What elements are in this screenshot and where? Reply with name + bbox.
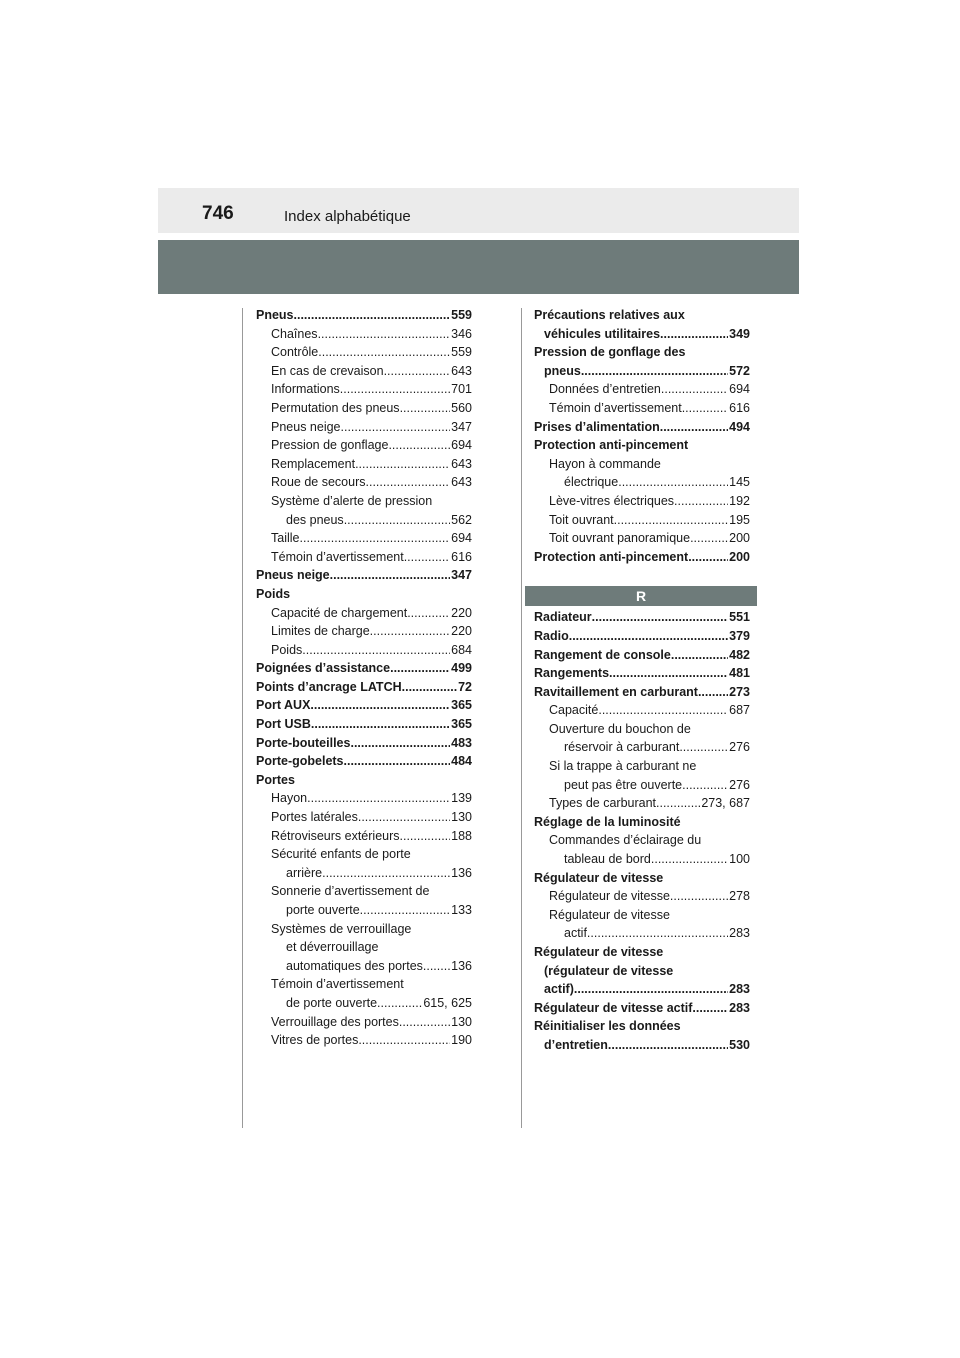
index-entry-text: Poids [256, 586, 291, 601]
index-entry [256, 604, 472, 623]
index-entry-label: de porte ouverte [286, 995, 378, 1010]
index-entry-text: Pression de gonflage des [534, 345, 686, 360]
index-entry-label: Chaînes [271, 326, 318, 341]
index-entry-text: Régulateur de vitesse [549, 907, 670, 922]
dot-leader [423, 957, 450, 976]
index-entry [534, 887, 750, 906]
index-entry-page: 616 [729, 400, 750, 415]
dot-leader [660, 418, 728, 437]
index-entry [534, 999, 750, 1018]
index-entry-page: 701 [451, 382, 472, 397]
index-entry-text: Si la trappe à carburant ne [549, 759, 697, 774]
index-entry [256, 436, 472, 455]
index-entry [534, 511, 750, 530]
index-entry [256, 678, 472, 697]
index-entry [534, 492, 750, 511]
index-entry-label: Témoin d’avertissement. [271, 549, 408, 564]
dot-leader [400, 827, 451, 846]
index-entry-label: pneus [544, 363, 581, 378]
index-entry-label: actif. [564, 926, 591, 941]
index-entry-page: 133 [451, 903, 472, 917]
index-entry-page: 379 [729, 628, 750, 643]
dot-leader [661, 380, 728, 399]
index-entry-page: 572 [729, 363, 750, 378]
index-entry-page: 483 [451, 735, 472, 750]
index-entry-page: 188 [451, 828, 472, 843]
index-entry-page: 615, 625 [423, 995, 472, 1010]
index-entry [534, 473, 750, 492]
dot-leader [350, 734, 450, 753]
dot-leader [344, 752, 451, 771]
page-title: Index alphabétique [284, 208, 411, 225]
index-entry-page: 347 [451, 419, 472, 434]
index-entry-page: 643 [451, 363, 472, 378]
index-entry-label: d’entretien. [544, 1037, 612, 1052]
index-entry [256, 715, 472, 734]
index-entry-label: peut pas être ouverte [564, 777, 683, 792]
index-entry [256, 789, 472, 808]
index-entry-label: Vitres de portes. [271, 1033, 362, 1048]
index-entry-page: 192 [729, 493, 750, 508]
index-entry-label: En cas de crevaison [271, 363, 384, 378]
index-column-right [534, 306, 750, 1055]
index-entry-page: 347 [451, 568, 472, 583]
index-entry [534, 325, 750, 344]
index-entry [534, 683, 750, 702]
dot-leader [671, 646, 728, 665]
index-column-left [256, 306, 472, 1050]
index-entry-label: Remplacement. [271, 456, 359, 471]
dot-leader [581, 362, 728, 381]
index-entry-label: Porte-bouteilles [256, 735, 351, 750]
index-entry-page: 499 [451, 661, 472, 676]
dot-leader [310, 696, 450, 715]
index-entry-label: Radio [534, 628, 569, 643]
dot-leader [344, 511, 450, 530]
index-entry [256, 399, 472, 418]
index-entry [534, 664, 750, 683]
index-entry [534, 529, 750, 548]
index-entry-text: Commandes d’éclairage du [549, 833, 702, 848]
index-entry-label: Contrôle [271, 345, 319, 360]
index-entry-label: Pneus neige [271, 419, 341, 434]
index-entry [256, 306, 472, 325]
index-entry-text: et déverrouillage [286, 940, 379, 955]
index-entry-page: 100 [729, 852, 750, 867]
index-entry-page: 139 [451, 791, 472, 806]
dot-leader [622, 473, 728, 492]
index-entry [256, 1013, 472, 1032]
index-entry-text: Réglage de la luminosité [534, 814, 681, 829]
index-entry [256, 957, 472, 976]
index-entry-page: 616 [451, 549, 472, 564]
index-entry-label: Prises d’alimentation [534, 419, 660, 434]
index-entry-label: Limites de charge [271, 624, 370, 639]
index-entry-text: Portes [256, 772, 295, 787]
index-entry [256, 325, 472, 344]
index-entry-label: électrique. [564, 475, 622, 490]
index-entry-text: Régulateur de vitesse [534, 870, 664, 885]
dot-leader [358, 808, 450, 827]
index-entry-label: Points d’ancrage LATCH [256, 679, 402, 694]
dot-leader [360, 901, 450, 920]
dot-leader [359, 455, 451, 474]
dot-leader [294, 306, 451, 325]
index-entry [534, 399, 750, 418]
index-entry-label: Pneus neige [256, 568, 330, 583]
index-entry-label: Rangement de console [534, 647, 671, 662]
dot-leader [590, 924, 728, 943]
index-entry-text: (régulateur de vitesse [544, 963, 674, 978]
dot-leader [407, 548, 450, 567]
index-entry [256, 362, 472, 381]
index-entry-page: 136 [451, 865, 472, 880]
index-entry-text: Témoin d’avertissement [271, 977, 404, 992]
column-rule-left [242, 308, 243, 1128]
index-entry-page: 283 [729, 982, 750, 997]
index-entry-label: tableau de bord [564, 852, 651, 867]
dot-leader [377, 994, 422, 1013]
dot-leader [569, 627, 728, 646]
index-entry-label: Capacité de chargement. [271, 605, 411, 620]
dot-leader [399, 1013, 450, 1032]
dot-leader [330, 566, 451, 585]
index-entry-page: 220 [451, 605, 472, 620]
index-entry-page: 643 [451, 475, 472, 490]
index-entry [534, 738, 750, 757]
dot-leader [651, 850, 728, 869]
index-entry [256, 752, 472, 771]
index-entry [534, 418, 750, 437]
index-entry-page: 72 [458, 679, 472, 694]
index-entry-label: réservoir à carburant [564, 740, 680, 755]
index-entry [534, 646, 750, 665]
index-entry-label: Port AUX [256, 698, 311, 713]
dot-leader [592, 608, 728, 627]
dot-leader [617, 511, 728, 530]
dot-leader [664, 325, 729, 344]
dot-leader [692, 999, 728, 1018]
index-entry [256, 622, 472, 641]
index-entry-text: Sécurité enfants de porte [271, 847, 411, 862]
index-entry-page: 200 [729, 549, 750, 564]
index-entry [256, 548, 472, 567]
index-entry-page: 273 [729, 684, 750, 699]
dot-leader [341, 418, 451, 437]
index-entry-label: Capacité [549, 703, 599, 718]
dot-leader [411, 604, 450, 623]
index-entry [534, 548, 750, 567]
index-entry [256, 696, 472, 715]
index-entry-page: 220 [451, 624, 472, 639]
index-entry-label: automatiques des portes [286, 958, 423, 973]
index-entry [256, 659, 472, 678]
dot-leader [682, 776, 728, 795]
index-entry-label: Poignées d’assistance [256, 661, 391, 676]
index-entry-label: Pression de gonflage [271, 438, 389, 453]
index-entry-label: Types de carburant. [549, 796, 660, 811]
index-entry-page: 559 [451, 308, 472, 322]
dot-leader [300, 529, 451, 548]
index-entry-page: 684 [451, 642, 472, 657]
dot-leader [318, 343, 450, 362]
dot-leader [574, 980, 728, 999]
dot-leader [322, 864, 450, 883]
index-entry-text: Sonnerie d’avertissement de [271, 884, 430, 899]
dot-leader [690, 529, 728, 548]
index-entry [534, 776, 750, 795]
index-entry-page: 694 [451, 531, 472, 546]
index-entry-label: Régulateur de vitesse actif [534, 1000, 693, 1015]
index-entry [534, 380, 750, 399]
index-entry-page: 283 [729, 926, 750, 941]
index-entry [256, 380, 472, 399]
index-entry-text: Réinitialiser les données [534, 1019, 681, 1034]
index-entry [534, 850, 750, 869]
index-entry-text: Systèmes de verrouillage [271, 921, 412, 936]
index-entry-label: Porte-gobelets [256, 754, 344, 769]
index-entry-text: Ouverture du bouchon de [549, 721, 691, 736]
index-entry [256, 734, 472, 753]
dot-leader [362, 1031, 450, 1050]
index-entry [256, 901, 472, 920]
index-entry-label: Informations [271, 382, 340, 397]
index-entry-label: Rétroviseurs extérieurs [271, 828, 400, 843]
header-bar [158, 188, 799, 233]
index-entry-text: Protection anti-pincement [534, 438, 689, 453]
dot-leader [611, 1036, 728, 1055]
index-entry-label: Poids [271, 642, 303, 657]
index-entry-page: 643 [451, 456, 472, 471]
index-entry-page: 482 [729, 647, 750, 662]
index-entry-label: actif) [544, 982, 574, 997]
index-entry-page: 130 [451, 1014, 472, 1029]
index-entry-label: Taille [271, 531, 300, 546]
dot-leader [659, 794, 700, 813]
index-entry-page: 494 [729, 419, 750, 434]
index-entry [256, 641, 472, 660]
index-entry-page: 136 [451, 958, 472, 973]
index-entry-label: porte ouverte [286, 903, 360, 917]
index-entry-label: Permutation des pneus [271, 400, 400, 415]
index-entry [534, 608, 750, 627]
dot-leader [311, 715, 450, 734]
dot-leader [679, 738, 728, 757]
index-entry-page: 273, 687 [701, 796, 750, 811]
index-entry-label: Toit ouvrant. [549, 512, 618, 527]
dot-leader [400, 399, 451, 418]
index-entry [256, 455, 472, 474]
index-entry [534, 362, 750, 381]
page-number: 746 [202, 203, 234, 224]
index-entry [256, 864, 472, 883]
index-entry [256, 343, 472, 362]
index-entry-page: 365 [451, 698, 472, 713]
index-entry [534, 924, 750, 943]
dot-leader [682, 399, 728, 418]
index-entry-page: 562 [451, 512, 472, 527]
index-entry-page: 346 [451, 326, 472, 341]
index-entry-page: 276 [729, 740, 750, 755]
dot-leader [388, 436, 450, 455]
dot-leader [609, 664, 728, 683]
dot-leader [390, 659, 450, 678]
index-entry-page: 551 [729, 610, 750, 625]
index-entry [256, 418, 472, 437]
index-entry-page: 560 [451, 400, 472, 415]
dot-leader [698, 683, 728, 702]
index-entry-label: véhicules utilitaires. [544, 326, 664, 341]
index-entry [534, 794, 750, 813]
index-entry-label: Portes latérales [271, 810, 358, 825]
index-entry-page: 130 [451, 810, 472, 825]
index-entry-text: Hayon à commande [549, 456, 661, 471]
dot-leader [598, 701, 728, 720]
index-entry [256, 994, 472, 1013]
index-entry-text: Système d’alerte de pression [271, 493, 433, 508]
index-entry-label: des pneus [286, 512, 344, 527]
index-entry-page: 349 [729, 326, 750, 341]
index-entry-label: Pneus [256, 308, 294, 322]
index-entry-label: Verrouillage des portes [271, 1014, 399, 1029]
index-entry [256, 566, 472, 585]
index-entry-label: Ravitaillement en carburant [534, 684, 698, 699]
index-entry-page: 530 [729, 1037, 750, 1052]
dot-leader [384, 362, 451, 381]
index-entry-page: 195 [729, 512, 750, 527]
index-entry [534, 980, 750, 999]
index-entry-page: 687 [729, 703, 750, 718]
index-entry-page: 200 [729, 531, 750, 546]
index-entry-text: Régulateur de vitesse [534, 945, 664, 959]
index-entry-page: 481 [729, 666, 750, 681]
index-entry-label: Témoin d’avertissement [549, 400, 682, 415]
index-entry-page: 694 [729, 382, 750, 397]
index-entry [534, 1036, 750, 1055]
index-entry [534, 627, 750, 646]
index-entry-label: arrière [286, 865, 323, 880]
header-band [158, 240, 799, 294]
dot-leader [307, 789, 450, 808]
dot-leader [678, 492, 729, 511]
index-entry-page: 484 [451, 754, 472, 769]
section-letter-band: R [525, 586, 757, 606]
index-entry-text: Précautions relatives aux [534, 308, 685, 322]
index-entry-page: 278 [729, 889, 750, 904]
dot-leader [318, 325, 451, 344]
index-entry-page: 276 [729, 777, 750, 792]
index-entry-label: Lève-vitres électriques. [549, 493, 678, 508]
index-entry [534, 701, 750, 720]
index-entry-label: Radiateur [534, 610, 592, 625]
index-entry-label: Hayon [271, 791, 308, 806]
dot-leader [340, 380, 450, 399]
index-entry [256, 808, 472, 827]
index-entry [256, 511, 472, 530]
index-entry-page: 145 [729, 475, 750, 490]
index-entry-label: Protection anti-pincement [534, 549, 689, 564]
column-rule-middle [521, 308, 522, 1128]
index-entry-page: 365 [451, 717, 472, 732]
index-entry-label: Régulateur de vitesse [549, 889, 670, 904]
index-entry-page: 559 [451, 345, 472, 360]
dot-leader [688, 548, 728, 567]
index-entry [256, 1031, 472, 1050]
dot-leader [670, 887, 728, 906]
index-entry-page: 694 [451, 438, 472, 453]
index-entry-label: Données d’entretien [549, 382, 661, 397]
index-entry-page: 190 [451, 1033, 472, 1048]
index-entry [256, 529, 472, 548]
index-entry [256, 827, 472, 846]
index-entry-page: 283 [729, 1000, 750, 1015]
dot-leader [402, 678, 457, 697]
index-entry-label: Port USB [256, 717, 311, 732]
index-entry-label: Rangements [534, 666, 610, 681]
index-entry [256, 473, 472, 492]
index-entry-label: Roue de secours. [271, 475, 369, 490]
dot-leader [302, 641, 450, 660]
dot-leader [370, 622, 450, 641]
index-entry-label: Toit ouvrant panoramique [549, 531, 691, 546]
dot-leader [369, 473, 450, 492]
